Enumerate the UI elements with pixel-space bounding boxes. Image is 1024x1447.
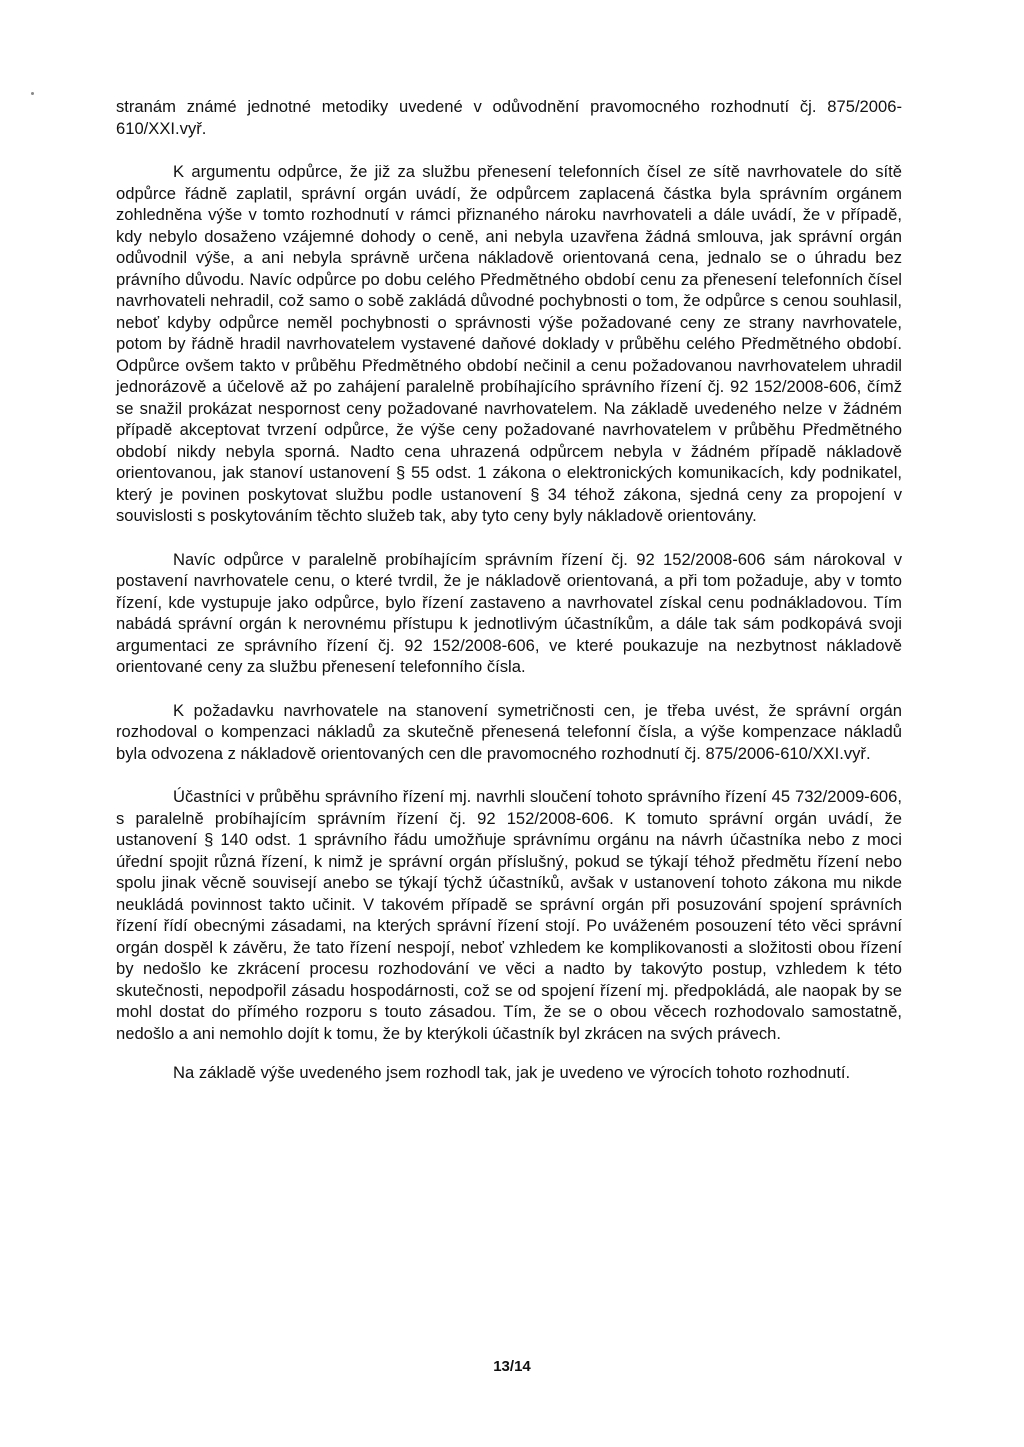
document-body: [116, 96, 902, 1106]
scan-speck: [31, 92, 34, 95]
paragraph-price-symmetry: K požadavku navrhovatele na stanovení symetričnosti cen, je třeba uvést, že správní orgán rozhodoval o kompenzaci nákladů za skutečně přenesená telefonní čísla, a výše kompenzace nákladů byla odvozena z nákladově orientovaných cen dle pravomocného rozhodnutí čj. 875/2006-610/XXI.vyř.: [116, 700, 902, 763]
page-number: 13/14: [493, 1358, 531, 1375]
paragraph-payment-argument: K argumentu odpůrce, že již za službu přenesení telefonních čísel ze sítě navrhovatele do sítě odpůrce řádně zaplatil, správní orgán uvádí, že odpůrcem zaplacená částka byla správním orgánem zohledněna výše v tomto rozhodnutí v rámci přiznaného nároku navrhovateli a dále uvádí, že v případě, kdy nebylo dosaženo vzájemné dohody o ceně, ani nebyla uzavřena žádná smlouva, jak správní orgán odůvodnil výše, a ani nebyla správně určena nákladově orientovaná cena, jednalo se o úhradu bez právního důvodu. Navíc odpůrce po dobu celého Předmětného období cenu za přenesení telefonních čísel navrhovateli nehradil, což samo o sobě zakládá důvodné pochybnosti o tom, že odpůrce s cenou souhlasil, neboť kdyby odpůrce neměl pochybnosti o správnosti výše požadované ceny ze strany navrhovatele, potom by řádně hradil navrhovatelem vystavené daňové doklady v průběhu celého Předmětného období. Odpůrce ovšem takto v průběhu Předmětného období nečinil a cenu požadovanou navrhovatelem uhradil jednorázově a účelově až po zahájení paralelně probíhajícího správního řízení čj. 92 152/2008-606, čímž se snažil prokázat nespornost ceny požadované navrhovatelem. Na základě uvedeného nelze v žádném případě akceptovat tvrzení odpůrce, že výše ceny požadované navrhovatelem v průběhu Předmětného období nikdy nebyla sporná. Nadto cena uhrazená odpůrcem nebyla v žádném případě nákladově orientovanou, jak stanoví ustanovení § 55 odst. 1 zákona o elektronických komunikacích, kdy podnikatel, který je povinen poskytovat službu podle ustanovení § 34 téhož zákona, sjedná ceny za propojení v souvislosti s poskytováním těchto služeb tak, aby tyto ceny byly nákladově orientovány.: [116, 162, 902, 525]
paragraph-parallel-proceeding: Navíc odpůrce v paralelně probíhajícím správním řízení čj. 92 152/2008-606 sám nárokoval v postavení navrhovatele cenu, o které tvrdil, že je nákladově orientovaná, a při tom požaduje, aby v tomto řízení, kde vystupuje jako odpůrce, bylo řízení zastaveno a navrhovatel získal cenu podnákladovou. Tím nabádá správní orgán k nerovnému přístupu k jednotlivým účastníkům, a dále tak sám podkopává svoji argumentaci ze správního řízení čj. 92 152/2008-606, ve které poukazuje na nezbytnost nákladově orientované ceny za službu přenesení telefonního čísla.: [116, 549, 902, 676]
paragraph-conclusion: Na základě výše uvedeného jsem rozhodl tak, jak je uvedeno ve výrocích tohoto rozhodnutí.: [173, 1063, 851, 1082]
paragraph-merge-proceedings: Účastníci v průběhu správního řízení mj. navrhli sloučení tohoto správního řízení 45 732/2009-606, s paralelně probíhajícím správním řízení čj. 92 152/2008-606. K tomuto správní orgán uvádí, že ustanovení § 140 odst. 1 správního řádu umožňuje správnímu orgánu na návrh účastníka nebo z moci úřední spojit různá řízení, k nimž je správní orgán příslušný, pokud se týkají téhož předmětu řízení nebo spolu jinak věcně souvisejí anebo se týkají týchž účastníků, avšak v ustanovení tohoto zákona mu nikde neukládá povinnost takto učinit. V takovém případě se správní orgán při posuzování spojení správních řízení řídí obecnými zásadami, na kterých správní řízení stojí. Po uváženém posouzení této věci správní orgán dospěl k závěru, že tato řízení nespojí, neboť vzhledem ke komplikovanosti a složitosti obou řízení by nedošlo ke zkrácení procesu rozhodování ve věci a nadto by takovýto postup, vzhledem k této skutečnosti, nepodpořil zásadu hospodárnosti, což se od spojení řízení mj. předpokládá, ale naopak by se mohl dostat do přímého rozporu s touto zásadou. Tím, že se o obou věcech rozhodovalo samostatně, nedošlo a ani nemohlo dojít k tomu, že by kterýkoli účastník byl zkrácen na svých právech.: [116, 787, 902, 1043]
paragraph-continuation: stranám známé jednotné metodiky uvedené v odůvodnění pravomocného rozhodnutí čj. 875/2006-610/XXI.vyř.: [116, 97, 902, 138]
